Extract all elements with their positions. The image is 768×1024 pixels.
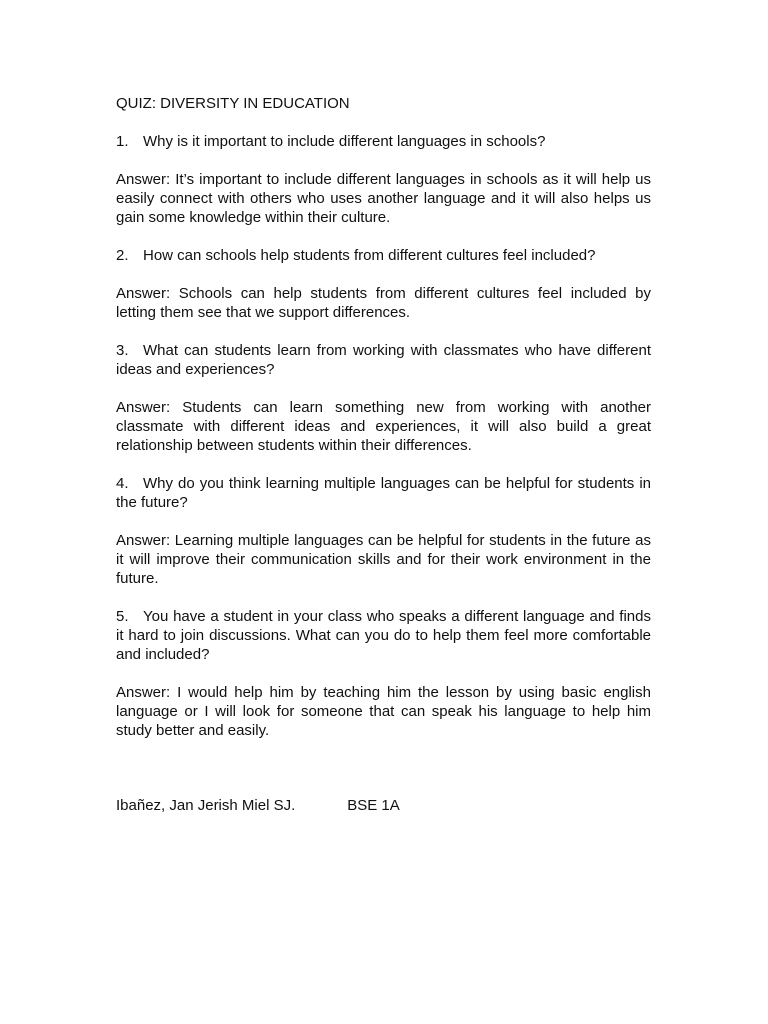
question-4 (116, 474, 651, 512)
question-number-3: 3. (116, 342, 129, 359)
question-text-2: How can schools help students from different cultures feel included? (143, 247, 596, 264)
question-text-3: What can students learn from working with classmates who have different ideas and experiences? (116, 342, 651, 378)
answer-5: Answer: I would help him by teaching him the lesson by using basic english language or I will look for someone that can speak his language to help him study better and easily. (116, 684, 651, 739)
question-number-4: 4. (116, 475, 129, 492)
question-3 (116, 341, 651, 379)
answer-1: Answer: It’s important to include different languages in schools as it will help us easily connect with others who uses another language and it will also helps us gain some knowledge within their culture. (116, 171, 651, 226)
question-text-5: You have a student in your class who speaks a different language and finds it hard to join discussions. What can you do to help them feel more comfortable and included? (116, 608, 651, 663)
question-5 (116, 607, 651, 664)
quiz-item-4 (116, 474, 651, 588)
quiz-item-1 (116, 132, 651, 227)
quiz-title: QUIZ: DIVERSITY IN EDUCATION (116, 95, 350, 112)
question-text-4: Why do you think learning multiple languages can be helpful for students in the future? (116, 475, 651, 511)
question-1 (116, 132, 651, 151)
quiz-item-3 (116, 341, 651, 455)
question-2 (116, 246, 651, 265)
answer-2: Answer: Schools can help students from different cultures feel included by letting them see that we support differences. (116, 285, 651, 321)
quiz-item-2 (116, 246, 651, 322)
answer-4: Answer: Learning multiple languages can be helpful for students in the future as it will improve their communication skills and for their work environment in the future. (116, 532, 651, 587)
student-name: Ibañez, Jan Jerish Miel SJ. (116, 797, 296, 814)
document-page (116, 94, 651, 759)
answer-3: Answer: Students can learn something new from working with another classmate with different ideas and experiences, it will also build a great relationship between students within their differences. (116, 399, 651, 454)
student-section: BSE 1A (347, 797, 400, 814)
question-number-1: 1. (116, 133, 129, 150)
question-number-5: 5. (116, 608, 129, 625)
quiz-item-5 (116, 607, 651, 740)
signature-line (116, 796, 400, 815)
question-text-1: Why is it important to include different languages in schools? (143, 133, 546, 150)
question-number-2: 2. (116, 247, 129, 264)
